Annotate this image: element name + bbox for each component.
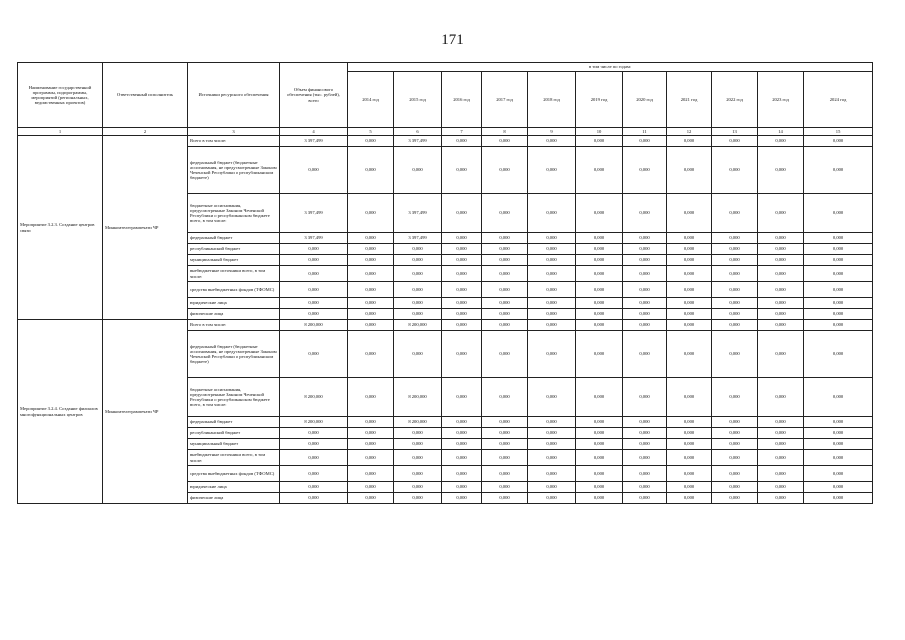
year-value: 0,000 bbox=[712, 450, 758, 466]
year-value: 0,000 bbox=[442, 482, 482, 493]
year-value: 0,000 bbox=[623, 493, 667, 504]
year-value: 0,000 bbox=[528, 136, 576, 147]
year-value: 0,000 bbox=[758, 309, 804, 320]
year-value: 0,000 bbox=[348, 147, 394, 194]
year-value: 0,000 bbox=[482, 439, 528, 450]
year-value: 0,000 bbox=[623, 439, 667, 450]
funding-source: средства внебюджетных фондов (ТФОМС) bbox=[188, 282, 280, 298]
funding-source: муниципальный бюджет bbox=[188, 255, 280, 266]
year-value: 0,000 bbox=[623, 147, 667, 194]
year-value: 0,000 bbox=[623, 282, 667, 298]
year-value: 0,000 bbox=[442, 331, 482, 378]
year-value: 0,000 bbox=[442, 147, 482, 194]
year-value: 0,000 bbox=[758, 378, 804, 417]
year-value: 0,000 bbox=[804, 194, 873, 233]
year-value: 0,000 bbox=[528, 320, 576, 331]
year-value: 0,000 bbox=[528, 233, 576, 244]
column-number: 14 bbox=[758, 128, 804, 136]
year-value: 0,000 bbox=[804, 466, 873, 482]
year-value: 0,000 bbox=[394, 255, 442, 266]
year-value: 0,000 bbox=[348, 282, 394, 298]
year-value: 0,000 bbox=[394, 450, 442, 466]
year-value: 0,000 bbox=[348, 255, 394, 266]
total-volume: 8 200,000 bbox=[280, 417, 348, 428]
funding-source: бюджетные ассигнования, предусмотренные Законом Чеченской Республики о республиканском бюджете всего, в том числе: bbox=[188, 378, 280, 417]
header-volume: Объем финансового обеспечения (тыс. рублей), всего bbox=[280, 63, 348, 128]
year-value: 0,000 bbox=[442, 428, 482, 439]
year-value: 0,000 bbox=[667, 309, 712, 320]
year-value: 0,000 bbox=[442, 320, 482, 331]
year-value: 0,000 bbox=[623, 136, 667, 147]
column-number: 3 bbox=[188, 128, 280, 136]
year-value: 0,000 bbox=[712, 439, 758, 450]
year-value: 0,000 bbox=[528, 266, 576, 282]
table-row bbox=[18, 136, 873, 147]
year-value: 0,000 bbox=[442, 309, 482, 320]
year-value: 0,000 bbox=[667, 320, 712, 331]
header-year: 2021 год bbox=[667, 72, 712, 128]
year-value: 8 200,000 bbox=[394, 417, 442, 428]
year-value: 0,000 bbox=[623, 266, 667, 282]
header-program: Наименование государственной программы, подпрограммы, мероприятий (региональных, ведомственных проектов) bbox=[18, 63, 103, 128]
total-volume: 0,000 bbox=[280, 282, 348, 298]
year-value: 0,000 bbox=[667, 255, 712, 266]
header-year: 2018 год bbox=[528, 72, 576, 128]
year-value: 0,000 bbox=[758, 194, 804, 233]
year-value: 0,000 bbox=[576, 147, 623, 194]
year-value: 0,000 bbox=[348, 320, 394, 331]
year-value: 0,000 bbox=[528, 378, 576, 417]
year-value: 0,000 bbox=[623, 233, 667, 244]
year-value: 0,000 bbox=[576, 378, 623, 417]
year-value: 0,000 bbox=[348, 439, 394, 450]
year-value: 0,000 bbox=[758, 331, 804, 378]
budget-table bbox=[17, 62, 873, 504]
year-value: 0,000 bbox=[576, 331, 623, 378]
funding-source: федеральный бюджет bbox=[188, 233, 280, 244]
header-year: 2017 год bbox=[482, 72, 528, 128]
year-value: 0,000 bbox=[442, 282, 482, 298]
year-value: 0,000 bbox=[528, 282, 576, 298]
year-value: 0,000 bbox=[804, 244, 873, 255]
year-value: 8 200,000 bbox=[394, 320, 442, 331]
year-value: 0,000 bbox=[623, 450, 667, 466]
header-year: 2016 год bbox=[442, 72, 482, 128]
year-value: 0,000 bbox=[712, 136, 758, 147]
year-value: 0,000 bbox=[712, 493, 758, 504]
year-value: 3 397,499 bbox=[394, 136, 442, 147]
year-value: 0,000 bbox=[804, 255, 873, 266]
year-value: 0,000 bbox=[576, 136, 623, 147]
year-value: 0,000 bbox=[712, 417, 758, 428]
event-executor: Минкомтелегрампечати ЧР bbox=[103, 320, 188, 504]
year-value: 3 397,499 bbox=[394, 194, 442, 233]
year-value: 0,000 bbox=[528, 309, 576, 320]
year-value: 0,000 bbox=[667, 450, 712, 466]
year-value: 0,000 bbox=[348, 266, 394, 282]
year-value: 0,000 bbox=[482, 136, 528, 147]
year-value: 0,000 bbox=[804, 482, 873, 493]
event-name: Мероприятие 3.2.4. Создание филиалов многофункциональных центров bbox=[18, 320, 103, 504]
year-value: 0,000 bbox=[758, 298, 804, 309]
year-value: 0,000 bbox=[482, 194, 528, 233]
header-executor: Ответственный исполнитель bbox=[103, 63, 188, 128]
year-value: 0,000 bbox=[576, 255, 623, 266]
year-value: 0,000 bbox=[712, 233, 758, 244]
year-value: 0,000 bbox=[623, 428, 667, 439]
year-value: 0,000 bbox=[348, 450, 394, 466]
year-value: 0,000 bbox=[442, 266, 482, 282]
column-number: 6 bbox=[394, 128, 442, 136]
header-year: 2020 год bbox=[623, 72, 667, 128]
year-value: 0,000 bbox=[712, 331, 758, 378]
year-value: 0,000 bbox=[348, 244, 394, 255]
year-value: 0,000 bbox=[482, 282, 528, 298]
year-value: 0,000 bbox=[758, 320, 804, 331]
year-value: 0,000 bbox=[758, 417, 804, 428]
year-value: 0,000 bbox=[623, 194, 667, 233]
year-value: 0,000 bbox=[442, 439, 482, 450]
year-value: 0,000 bbox=[804, 147, 873, 194]
year-value: 0,000 bbox=[394, 309, 442, 320]
year-value: 0,000 bbox=[758, 233, 804, 244]
year-value: 0,000 bbox=[667, 428, 712, 439]
funding-source: внебюджетные источники всего, в том числе: bbox=[188, 450, 280, 466]
page-number: 171 bbox=[441, 32, 464, 48]
year-value: 0,000 bbox=[712, 482, 758, 493]
year-value: 0,000 bbox=[623, 298, 667, 309]
year-value: 0,000 bbox=[394, 244, 442, 255]
year-value: 0,000 bbox=[712, 255, 758, 266]
year-value: 0,000 bbox=[394, 482, 442, 493]
year-value: 0,000 bbox=[576, 466, 623, 482]
year-value: 0,000 bbox=[348, 417, 394, 428]
year-value: 0,000 bbox=[804, 439, 873, 450]
year-value: 0,000 bbox=[758, 147, 804, 194]
year-value: 0,000 bbox=[442, 244, 482, 255]
year-value: 0,000 bbox=[348, 378, 394, 417]
year-value: 0,000 bbox=[576, 233, 623, 244]
funding-source: муниципальный бюджет bbox=[188, 439, 280, 450]
column-number: 7 bbox=[442, 128, 482, 136]
year-value: 0,000 bbox=[394, 493, 442, 504]
year-value: 0,000 bbox=[442, 450, 482, 466]
column-number: 13 bbox=[712, 128, 758, 136]
year-value: 0,000 bbox=[442, 233, 482, 244]
year-value: 0,000 bbox=[528, 482, 576, 493]
year-value: 0,000 bbox=[348, 482, 394, 493]
year-value: 0,000 bbox=[442, 194, 482, 233]
year-value: 0,000 bbox=[667, 298, 712, 309]
year-value: 0,000 bbox=[804, 428, 873, 439]
year-value: 0,000 bbox=[758, 439, 804, 450]
year-value: 0,000 bbox=[482, 417, 528, 428]
year-value: 0,000 bbox=[623, 255, 667, 266]
funding-source: Всего в том числе: bbox=[188, 136, 280, 147]
year-value: 0,000 bbox=[758, 466, 804, 482]
year-value: 0,000 bbox=[348, 493, 394, 504]
year-value: 0,000 bbox=[758, 266, 804, 282]
funding-source: республиканский бюджет bbox=[188, 244, 280, 255]
total-volume: 0,000 bbox=[280, 266, 348, 282]
column-number: 9 bbox=[528, 128, 576, 136]
year-value: 0,000 bbox=[394, 439, 442, 450]
funding-source: Всего в том числе: bbox=[188, 320, 280, 331]
year-value: 0,000 bbox=[576, 428, 623, 439]
header-year: 2023 год bbox=[758, 72, 804, 128]
year-value: 0,000 bbox=[758, 282, 804, 298]
column-number: 12 bbox=[667, 128, 712, 136]
year-value: 0,000 bbox=[804, 298, 873, 309]
total-volume: 3 397,499 bbox=[280, 136, 348, 147]
year-value: 0,000 bbox=[758, 136, 804, 147]
year-value: 0,000 bbox=[394, 466, 442, 482]
year-value: 0,000 bbox=[623, 378, 667, 417]
year-value: 0,000 bbox=[482, 450, 528, 466]
column-number: 5 bbox=[348, 128, 394, 136]
year-value: 0,000 bbox=[667, 331, 712, 378]
year-value: 0,000 bbox=[667, 282, 712, 298]
column-number: 15 bbox=[804, 128, 873, 136]
year-value: 0,000 bbox=[804, 450, 873, 466]
year-value: 0,000 bbox=[712, 309, 758, 320]
total-volume: 3 397,499 bbox=[280, 194, 348, 233]
header-year: 2015 год bbox=[394, 72, 442, 128]
table-row bbox=[18, 320, 873, 331]
year-value: 0,000 bbox=[712, 194, 758, 233]
year-value: 0,000 bbox=[667, 493, 712, 504]
year-value: 0,000 bbox=[528, 493, 576, 504]
total-volume: 8 200,000 bbox=[280, 320, 348, 331]
year-value: 0,000 bbox=[712, 428, 758, 439]
year-value: 0,000 bbox=[482, 255, 528, 266]
year-value: 0,000 bbox=[394, 266, 442, 282]
column-number: 2 bbox=[103, 128, 188, 136]
year-value: 0,000 bbox=[623, 331, 667, 378]
header-year: 2019 год bbox=[576, 72, 623, 128]
funding-source: физические лица bbox=[188, 309, 280, 320]
funding-source: федеральный бюджет (бюджетные ассигнования, не предусмотренные Законом Чеченской Республики о республиканском бюджете) bbox=[188, 331, 280, 378]
year-value: 0,000 bbox=[804, 136, 873, 147]
year-value: 8 200,000 bbox=[394, 378, 442, 417]
year-value: 0,000 bbox=[804, 417, 873, 428]
year-value: 0,000 bbox=[758, 428, 804, 439]
year-value: 0,000 bbox=[528, 439, 576, 450]
total-volume: 0,000 bbox=[280, 482, 348, 493]
total-volume: 0,000 bbox=[280, 147, 348, 194]
year-value: 0,000 bbox=[442, 378, 482, 417]
year-value: 0,000 bbox=[623, 309, 667, 320]
year-value: 0,000 bbox=[528, 417, 576, 428]
total-volume: 0,000 bbox=[280, 439, 348, 450]
total-volume: 0,000 bbox=[280, 466, 348, 482]
year-value: 0,000 bbox=[712, 298, 758, 309]
year-value: 0,000 bbox=[348, 309, 394, 320]
year-value: 0,000 bbox=[667, 194, 712, 233]
year-value: 0,000 bbox=[442, 466, 482, 482]
funding-source: федеральный бюджет (бюджетные ассигнования, не предусмотренные Законом Чеченской Республики о республиканском бюджете) bbox=[188, 147, 280, 194]
year-value: 0,000 bbox=[394, 147, 442, 194]
header-year: 2022 год bbox=[712, 72, 758, 128]
year-value: 0,000 bbox=[482, 466, 528, 482]
year-value: 0,000 bbox=[623, 244, 667, 255]
year-value: 0,000 bbox=[528, 331, 576, 378]
year-value: 0,000 bbox=[667, 482, 712, 493]
year-value: 0,000 bbox=[576, 194, 623, 233]
year-value: 0,000 bbox=[394, 298, 442, 309]
year-value: 0,000 bbox=[712, 147, 758, 194]
year-value: 0,000 bbox=[482, 233, 528, 244]
year-value: 0,000 bbox=[442, 493, 482, 504]
year-value: 0,000 bbox=[667, 378, 712, 417]
total-volume: 0,000 bbox=[280, 493, 348, 504]
year-value: 0,000 bbox=[576, 298, 623, 309]
year-value: 0,000 bbox=[482, 266, 528, 282]
year-value: 0,000 bbox=[667, 466, 712, 482]
year-value: 0,000 bbox=[482, 331, 528, 378]
year-value: 0,000 bbox=[348, 331, 394, 378]
year-value: 0,000 bbox=[528, 147, 576, 194]
year-value: 0,000 bbox=[804, 493, 873, 504]
year-value: 0,000 bbox=[667, 417, 712, 428]
year-value: 3 397,499 bbox=[394, 233, 442, 244]
funding-source: республиканский бюджет bbox=[188, 428, 280, 439]
year-value: 0,000 bbox=[667, 233, 712, 244]
year-value: 0,000 bbox=[758, 493, 804, 504]
year-value: 0,000 bbox=[804, 309, 873, 320]
total-volume: 0,000 bbox=[280, 298, 348, 309]
total-volume: 3 397,499 bbox=[280, 233, 348, 244]
year-value: 0,000 bbox=[348, 428, 394, 439]
year-value: 0,000 bbox=[394, 428, 442, 439]
year-value: 0,000 bbox=[528, 450, 576, 466]
year-value: 0,000 bbox=[348, 466, 394, 482]
year-value: 0,000 bbox=[712, 266, 758, 282]
year-value: 0,000 bbox=[758, 450, 804, 466]
year-value: 0,000 bbox=[528, 244, 576, 255]
year-value: 0,000 bbox=[667, 439, 712, 450]
funding-source: юридические лица bbox=[188, 482, 280, 493]
total-volume: 0,000 bbox=[280, 428, 348, 439]
year-value: 0,000 bbox=[348, 194, 394, 233]
event-executor: Минкомтелегрампечати ЧР bbox=[103, 136, 188, 320]
year-value: 0,000 bbox=[804, 331, 873, 378]
year-value: 0,000 bbox=[623, 417, 667, 428]
year-value: 0,000 bbox=[348, 233, 394, 244]
year-value: 0,000 bbox=[712, 320, 758, 331]
total-volume: 0,000 bbox=[280, 450, 348, 466]
header-year: 2014 год bbox=[348, 72, 394, 128]
year-value: 0,000 bbox=[667, 136, 712, 147]
year-value: 0,000 bbox=[576, 309, 623, 320]
year-value: 0,000 bbox=[482, 244, 528, 255]
year-value: 0,000 bbox=[712, 244, 758, 255]
year-value: 0,000 bbox=[576, 493, 623, 504]
funding-source: юридические лица bbox=[188, 298, 280, 309]
year-value: 0,000 bbox=[576, 439, 623, 450]
year-value: 0,000 bbox=[804, 282, 873, 298]
year-value: 0,000 bbox=[528, 194, 576, 233]
year-value: 0,000 bbox=[482, 320, 528, 331]
year-value: 0,000 bbox=[442, 298, 482, 309]
event-name: Мероприятие 3.2.3. Создание центров связи bbox=[18, 136, 103, 320]
year-value: 0,000 bbox=[576, 482, 623, 493]
total-volume: 8 200,000 bbox=[280, 378, 348, 417]
year-value: 0,000 bbox=[804, 378, 873, 417]
year-value: 0,000 bbox=[528, 255, 576, 266]
funding-source: средства внебюджетных фондов (ТФОМС) bbox=[188, 466, 280, 482]
year-value: 0,000 bbox=[576, 244, 623, 255]
total-volume: 0,000 bbox=[280, 331, 348, 378]
header-year: 2024 год bbox=[804, 72, 873, 128]
year-value: 0,000 bbox=[576, 320, 623, 331]
year-value: 0,000 bbox=[623, 482, 667, 493]
year-value: 0,000 bbox=[394, 331, 442, 378]
funding-source: бюджетные ассигнования, предусмотренные Законом Чеченской Республики о республиканском бюджете всего, в том числе: bbox=[188, 194, 280, 233]
year-value: 0,000 bbox=[482, 378, 528, 417]
column-number: 1 bbox=[18, 128, 103, 136]
year-value: 0,000 bbox=[712, 466, 758, 482]
year-value: 0,000 bbox=[804, 266, 873, 282]
header-years-group: в том числе по годам: bbox=[348, 63, 873, 72]
year-value: 0,000 bbox=[482, 482, 528, 493]
year-value: 0,000 bbox=[623, 466, 667, 482]
year-value: 0,000 bbox=[442, 136, 482, 147]
year-value: 0,000 bbox=[482, 298, 528, 309]
year-value: 0,000 bbox=[667, 244, 712, 255]
total-volume: 0,000 bbox=[280, 244, 348, 255]
year-value: 0,000 bbox=[804, 320, 873, 331]
column-number: 8 bbox=[482, 128, 528, 136]
year-value: 0,000 bbox=[348, 298, 394, 309]
year-value: 0,000 bbox=[482, 147, 528, 194]
year-value: 0,000 bbox=[442, 255, 482, 266]
year-value: 0,000 bbox=[758, 244, 804, 255]
year-value: 0,000 bbox=[758, 482, 804, 493]
year-value: 0,000 bbox=[576, 450, 623, 466]
column-number: 4 bbox=[280, 128, 348, 136]
header-source: Источники ресурсного обеспечения bbox=[188, 63, 280, 128]
funding-source: внебюджетные источники всего, в том числе: bbox=[188, 266, 280, 282]
year-value: 0,000 bbox=[667, 147, 712, 194]
year-value: 0,000 bbox=[804, 233, 873, 244]
year-value: 0,000 bbox=[576, 266, 623, 282]
year-value: 0,000 bbox=[576, 417, 623, 428]
year-value: 0,000 bbox=[482, 309, 528, 320]
year-value: 0,000 bbox=[528, 298, 576, 309]
year-value: 0,000 bbox=[482, 428, 528, 439]
year-value: 0,000 bbox=[576, 282, 623, 298]
total-volume: 0,000 bbox=[280, 309, 348, 320]
year-value: 0,000 bbox=[348, 136, 394, 147]
year-value: 0,000 bbox=[442, 417, 482, 428]
year-value: 0,000 bbox=[712, 282, 758, 298]
column-number: 11 bbox=[623, 128, 667, 136]
year-value: 0,000 bbox=[758, 255, 804, 266]
year-value: 0,000 bbox=[667, 266, 712, 282]
year-value: 0,000 bbox=[712, 378, 758, 417]
funding-source: федеральный бюджет bbox=[188, 417, 280, 428]
funding-source: физические лица bbox=[188, 493, 280, 504]
year-value: 0,000 bbox=[623, 320, 667, 331]
year-value: 0,000 bbox=[528, 466, 576, 482]
year-value: 0,000 bbox=[528, 428, 576, 439]
column-number: 10 bbox=[576, 128, 623, 136]
year-value: 0,000 bbox=[394, 282, 442, 298]
total-volume: 0,000 bbox=[280, 255, 348, 266]
year-value: 0,000 bbox=[482, 493, 528, 504]
